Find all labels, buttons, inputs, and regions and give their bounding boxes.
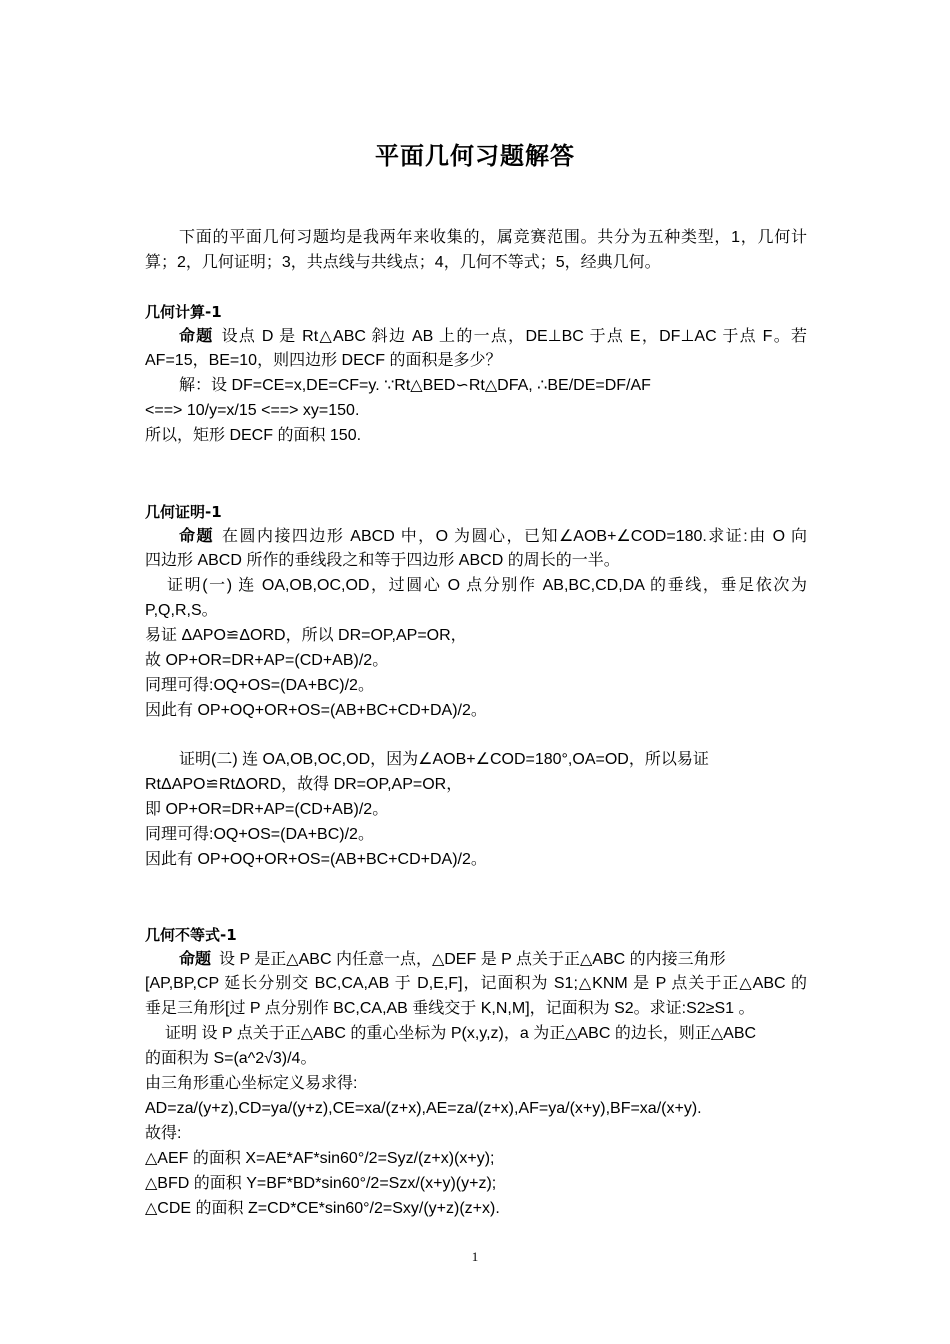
section2-line-4: P,Q,R,S。: [145, 602, 218, 619]
section3-line-9: △AEF 的面积 X=AE*AF*sin60°/2=Syz/(z+x)(x+y);: [145, 1150, 495, 1167]
intro-line-2: 算；2，几何证明；3，共点线与共线点；4，几何不等式；5，经典几何。: [145, 254, 661, 271]
section3-line-4: 证明 设 P 点关于正△ABC 的重心坐标为 P(x,y,z)，a 为正△ABC 的边长，则正△ABC: [165, 1025, 757, 1042]
section2-line-3: 证明(一) 连 OA,OB,OC,OD，过圆心 O 点分别作 AB,BC,CD,DA 的垂线，垂足依次为: [167, 577, 807, 594]
section2-line-9: 证明(二) 连 OA,OB,OC,OD，因为∠AOB+∠COD=180°,OA=OD，所以易证: [179, 751, 709, 768]
page-number: 1: [471, 1249, 479, 1264]
section3-line-6: 由三角形重心坐标定义易求得:: [145, 1075, 358, 1092]
section3-line-2: [AP,BP,CP 延长分别交 BC,CA,AB 于 D,E,F]，记面积为 S1;△KNM 是 P 点关于正△ABC 的: [145, 975, 807, 992]
section1-line-4: <==> 10/y=x/15 <==> xy=150.: [145, 402, 360, 419]
section-heading-geometry-proof: 几何证明-1: [145, 503, 222, 521]
section3-line-1: 命题 设 P 是正△ABC 内任意一点，△DEF 是 P 点关于正△ABC 的内接三角形: [179, 949, 726, 968]
section3-line-10: △BFD 的面积 Y=BF*BD*sin60°/2=Szx/(x+y)(y+z);: [145, 1175, 497, 1192]
section2-line-7: 同理可得:OQ+OS=(DA+BC)/2。: [145, 677, 374, 694]
section2-line-5: 易证 ΔAPO≌ΔORD，所以 DR=OP,AP=OR，: [145, 627, 467, 644]
section2-line-8: 因此有 OP+OQ+OR+OS=(AB+BC+CD+DA)/2。: [145, 702, 487, 719]
proposition-label: 命题: [179, 326, 214, 345]
intro-line-1: 下面的平面几何习题均是我两年来收集的，属竞赛范围。共分为五种类型，1，几何计: [179, 229, 807, 246]
section-heading-geometry-calc: 几何计算-1: [145, 303, 222, 321]
section1-line-1: 命题 设点 D 是 Rt△ABC 斜边 AB 上的一点，DE⊥BC 于点 E，DF⊥AC 于点 F。若: [179, 326, 807, 345]
section2-line-13: 因此有 OP+OQ+OR+OS=(AB+BC+CD+DA)/2。: [145, 851, 487, 868]
proposition-label: 命题: [179, 949, 212, 968]
section1-line-3: 解：设 DF=CE=x,DE=CF=y. ∵Rt△BED∽Rt△DFA, ∴BE/DE=DF/AF: [179, 377, 651, 394]
section1-line-2: AF=15，BE=10，则四边形 DECF 的面积是多少？: [145, 352, 502, 369]
section3-line-5: 的面积为 S=(a^2√3)/4。: [145, 1050, 317, 1067]
section-heading-geometry-inequality: 几何不等式-1: [145, 926, 237, 944]
section2-line-2: 四边形 ABCD 所作的垂线段之和等于四边形 ABCD 的周长的一半。: [145, 552, 620, 569]
section3-line-7: AD=za/(y+z),CD=ya/(y+z),CE=xa/(z+x),AE=za/(z+x),AF=ya/(x+y),BF=xa/(x+y).: [145, 1100, 702, 1117]
section1-line-5: 所以，矩形 DECF 的面积 150.: [145, 427, 362, 444]
section2-line-10: RtΔAPO≌RtΔORD，故得 DR=OP,AP=OR，: [145, 776, 463, 793]
proposition-label: 命题: [179, 526, 214, 545]
section2-line-12: 同理可得:OQ+OS=(DA+BC)/2。: [145, 826, 374, 843]
page-title: 平面几何习题解答: [375, 142, 575, 170]
section2-line-1: 命题 在圆内接四边形 ABCD 中，O 为圆心，已知∠AOB+∠COD=180.求证:由 O 向: [179, 526, 807, 545]
section2-line-6: 故 OP+OR=DR+AP=(CD+AB)/2。: [145, 652, 389, 669]
section2-line-11: 即 OP+OR=DR+AP=(CD+AB)/2。: [145, 801, 389, 818]
section3-line-8: 故得:: [145, 1125, 182, 1142]
section3-line-11: △CDE 的面积 Z=CD*CE*sin60°/2=Sxy/(y+z)(z+x).: [145, 1200, 500, 1217]
section3-line-3: 垂足三角形[过 P 点分别作 BC,CA,AB 垂线交于 K,N,M]，记面积为 S2。求证:S2≥S1 。: [145, 1000, 755, 1017]
